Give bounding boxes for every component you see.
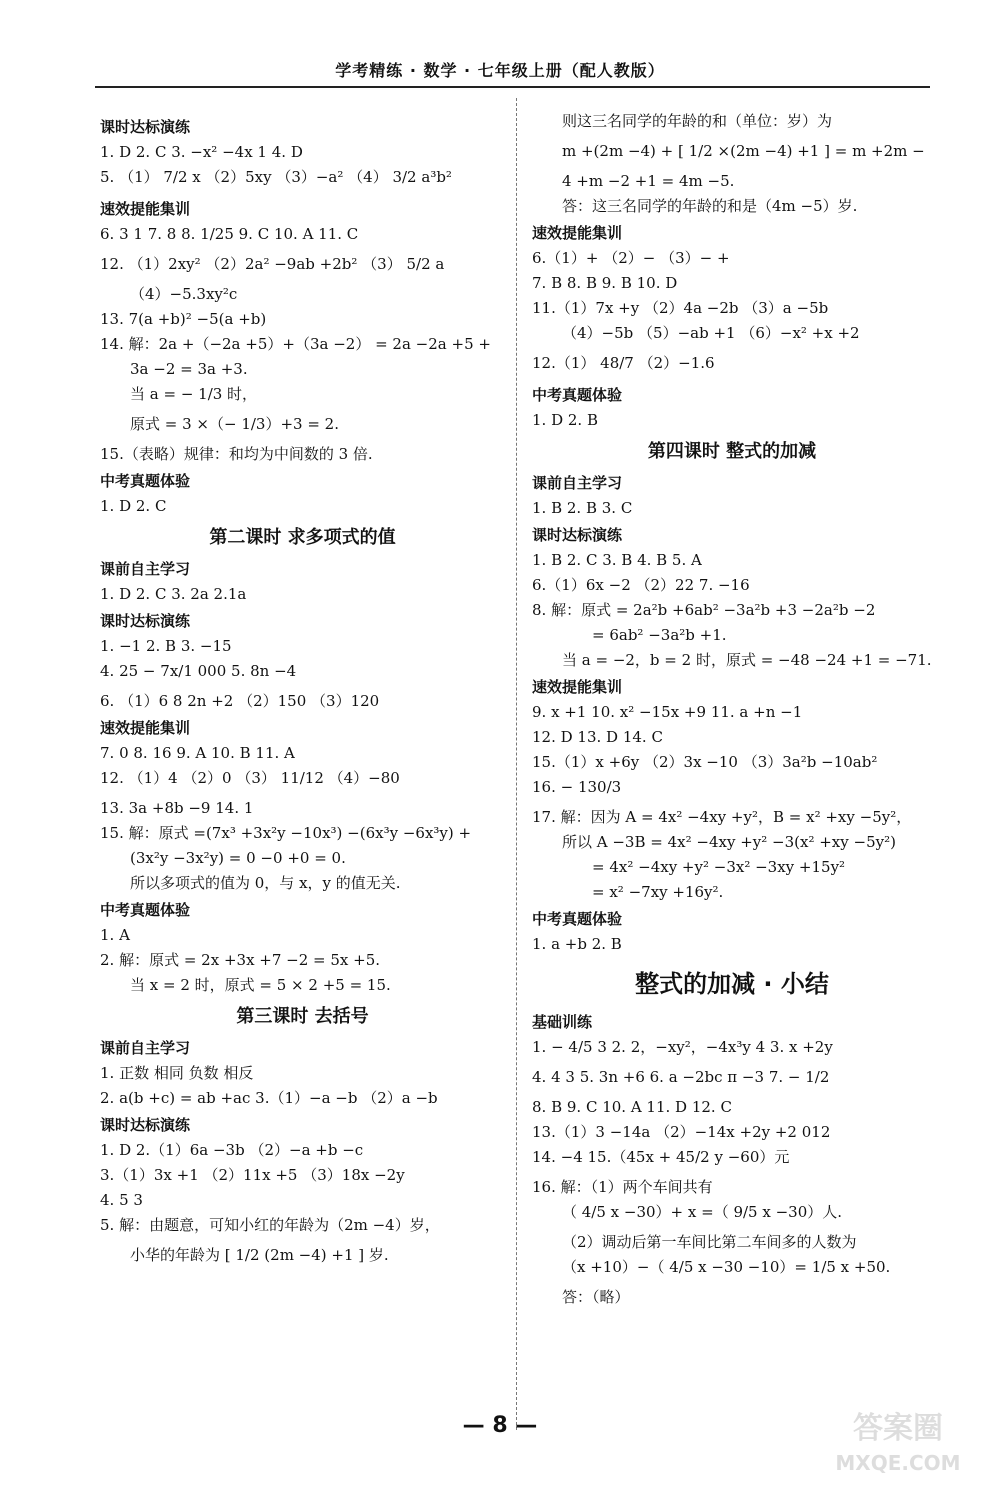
column-divider — [516, 98, 517, 1430]
page-header-title: 学考精练 · 数学 · 七年级上册（配人教版） — [335, 61, 665, 80]
left-answer-line: 1. D 2. C — [100, 497, 167, 515]
right-section-title: 整式的加减 · 小结 — [635, 970, 829, 998]
left-answer-line: 14. 解：2a +（−2a +5）+（3a −2） = 2a −2a +5 + — [100, 335, 491, 353]
right-answer-line: 11.（1）7x +y （2）4a −2b （3）a −5b — [532, 299, 829, 317]
left-subheading: 课时达标演练 — [100, 118, 191, 136]
right-answer-line: = 4x² −4xy +y² −3x² −3xy +15y² — [592, 858, 846, 876]
right-answer-line: 17. 解：因为 A = 4x² −4xy +y²，B = x² +xy −5y²， — [532, 808, 912, 826]
left-subheading: 中考真题体验 — [100, 901, 191, 919]
left-answer-line: 2. 解：原式 = 2x +3x +7 −2 = 5x +5. — [100, 951, 381, 969]
right-subheading: 课前自主学习 — [532, 474, 623, 492]
right-answer-line: 6.（1）+ （2）− （3）− + — [532, 249, 730, 267]
right-answer-line: 8. 解：原式 = 2a²b +6ab² −3a²b +3 −2a²b −2 — [532, 601, 876, 619]
right-answer-line: 则这三名同学的年龄的和（单位：岁）为 — [562, 112, 833, 130]
left-answer-line: 4. 5 3 — [100, 1191, 143, 1209]
watermark-url: MXQE.COM — [835, 1451, 961, 1475]
right-answer-line: 8. B 9. C 10. A 11. D 12. C — [532, 1098, 732, 1116]
left-answer-line: 当 a = − 1/3 时， — [130, 385, 258, 403]
right-answer-line: 4 +m −2 +1 = 4m −5. — [562, 172, 735, 190]
left-answer-line: 15. 解：原式 =(7x³ +3x²y −10x³) −(6x³y −6x³y) + — [100, 824, 472, 842]
right-answer-line: m +(2m −4) + [ 1/2 ×(2m −4) +1 ] = m +2m − — [562, 142, 925, 160]
left-answer-line: 5. 解：由题意，可知小红的年龄为（2m −4）岁， — [100, 1216, 440, 1234]
left-answer-line: 6. （1）6 8 2n +2 （2）150 （3）120 — [100, 692, 380, 710]
watermark-text: 答案圈 — [853, 1411, 943, 1446]
left-answer-line: 1. 正数 相同 负数 相反 — [100, 1064, 254, 1082]
right-answer-line: 1. − 4/5 3 2. 2，−xy²，−4x³y 4 3. x +2y — [532, 1038, 833, 1056]
left-answer-line: 1. A — [100, 926, 130, 944]
left-answer-line: 7. 0 8. 16 9. A 10. B 11. A — [100, 744, 295, 762]
left-answer-line: 1. −1 2. B 3. −15 — [100, 637, 232, 655]
left-answer-line: 5. （1） 7/2 x （2）5xy （3）−a² （4） 3/2 a³b² — [100, 168, 452, 186]
left-section-title: 第二课时 求多项式的值 — [209, 527, 396, 548]
left-answer-line: 2. a(b +c) = ab +ac 3.（1）−a −b （2）a −b — [100, 1089, 438, 1107]
right-answer-line: 1. D 2. B — [532, 411, 598, 429]
left-answer-line: 3.（1）3x +1 （2）11x +5 （3）18x −2y — [100, 1166, 405, 1184]
left-subheading: 课前自主学习 — [100, 1039, 191, 1057]
right-answer-line: 1. a +b 2. B — [532, 935, 622, 953]
right-subheading: 基础训练 — [532, 1013, 593, 1031]
right-subheading: 中考真题体验 — [532, 386, 623, 404]
right-answer-line: = 6ab² −3a²b +1. — [592, 626, 727, 644]
right-answer-line: 16. − 130/3 — [532, 778, 622, 796]
header-rule — [95, 86, 930, 88]
right-subheading: 中考真题体验 — [532, 910, 623, 928]
left-answer-line: 13. 7(a +b)² −5(a +b) — [100, 310, 267, 328]
left-answer-line: 所以多项式的值为 0，与 x，y 的值无关. — [130, 874, 401, 892]
right-answer-line: 9. x +1 10. x² −15x +9 11. a +n −1 — [532, 703, 803, 721]
left-answer-line: （4）−5.3xy²c — [130, 285, 238, 303]
right-subheading: 速效提能集训 — [532, 678, 623, 696]
right-answer-line: 答：这三名同学的年龄的和是（4m −5）岁. — [562, 197, 858, 215]
left-answer-line: 12. （1）4 （2）0 （3） 11/12 （4）−80 — [100, 769, 400, 787]
right-answer-line: （x +10）−（ 4/5 x −30 −10）= 1/5 x +50. — [562, 1258, 891, 1276]
left-subheading: 课时达标演练 — [100, 612, 191, 630]
right-answer-line: = x² −7xy +16y². — [592, 883, 724, 901]
left-subheading: 速效提能集训 — [100, 719, 191, 737]
right-answer-line: （4）−5b （5）−ab +1 （6）−x² +x +2 — [562, 324, 860, 342]
right-answer-line: 12.（1） 48/7 （2）−1.6 — [532, 354, 715, 372]
right-answer-line: 12. D 13. D 14. C — [532, 728, 663, 746]
left-subheading: 课时达标演练 — [100, 1116, 191, 1134]
right-answer-line: 7. B 8. B 9. B 10. D — [532, 274, 678, 292]
right-answer-line: 14. −4 15.（45x + 45/2 y −60）元 — [532, 1148, 790, 1166]
right-answer-line: （2）调动后第一车间比第二车间多的人数为 — [562, 1233, 857, 1251]
left-answer-line: 6. 3 1 7. 8 8. 1/25 9. C 10. A 11. C — [100, 225, 359, 243]
right-answer-line: 答：（略） — [562, 1288, 630, 1306]
left-answer-line: 13. 3a +8b −9 14. 1 — [100, 799, 254, 817]
right-answer-line: 1. B 2. C 3. B 4. B 5. A — [532, 551, 702, 569]
watermark-logo — [818, 1400, 978, 1480]
left-subheading: 速效提能集训 — [100, 200, 191, 218]
right-answer-line: 1. B 2. B 3. C — [532, 499, 633, 517]
right-answer-line: 当 a = −2，b = 2 时，原式 = −48 −24 +1 = −71. — [562, 651, 932, 669]
left-answer-line: 当 x = 2 时，原式 = 5 × 2 +5 = 15. — [130, 976, 391, 994]
right-answer-line: 16. 解：（1）两个车间共有 — [532, 1178, 713, 1196]
right-section-title: 第四课时 整式的加减 — [647, 441, 817, 462]
right-answer-line: （ 4/5 x −30）+ x =（ 9/5 x −30）人. — [562, 1203, 843, 1221]
left-answer-line: 4. 25 − 7x/1 000 5. 8n −4 — [100, 662, 297, 680]
right-answer-line: 6.（1）6x −2 （2）22 7. −16 — [532, 576, 750, 594]
right-subheading: 课时达标演练 — [532, 526, 623, 544]
right-subheading: 速效提能集训 — [532, 224, 623, 242]
left-section-title: 第三课时 去括号 — [236, 1006, 369, 1027]
left-answer-line: 1. D 2. C 3. 2a 2.1a — [100, 585, 247, 603]
right-answer-line: 15.（1）x +6y （2）3x −10 （3）3a²b −10ab² — [532, 753, 878, 771]
right-answer-line: 4. 4 3 5. 3n +6 6. a −2bc π −3 7. − 1/2 — [532, 1068, 830, 1086]
left-answer-line: 原式 = 3 ×（− 1/3）+3 = 2. — [130, 415, 339, 433]
right-column — [532, 112, 932, 1313]
left-answer-line: 3a −2 = 3a +3. — [130, 360, 248, 378]
left-answer-line: 小华的年龄为 [ 1/2 (2m −4) +1 ] 岁. — [130, 1246, 389, 1264]
right-answer-line: 13.（1）3 −14a （2）−14x +2y +2 012 — [532, 1123, 831, 1141]
right-answer-line: 所以 A −3B = 4x² −4xy +y² −3(x² +xy −5y²) — [562, 833, 896, 851]
left-subheading: 课前自主学习 — [100, 560, 191, 578]
left-answer-line: (3x²y −3x²y) = 0 −0 +0 = 0. — [130, 849, 346, 867]
left-answer-line: 1. D 2. C 3. −x² −4x 1 4. D — [100, 143, 303, 161]
page-number: — 8 — — [462, 1413, 538, 1438]
left-answer-line: 1. D 2.（1）6a −3b （2）−a +b −c — [100, 1141, 364, 1159]
left-column — [100, 112, 505, 1271]
left-answer-line: 15.（表略）规律：和均为中间数的 3 倍. — [100, 445, 373, 463]
left-subheading: 中考真题体验 — [100, 472, 191, 490]
left-answer-line: 12. （1）2xy² （2）2a² −9ab +2b² （3） 5/2 a — [100, 255, 445, 273]
